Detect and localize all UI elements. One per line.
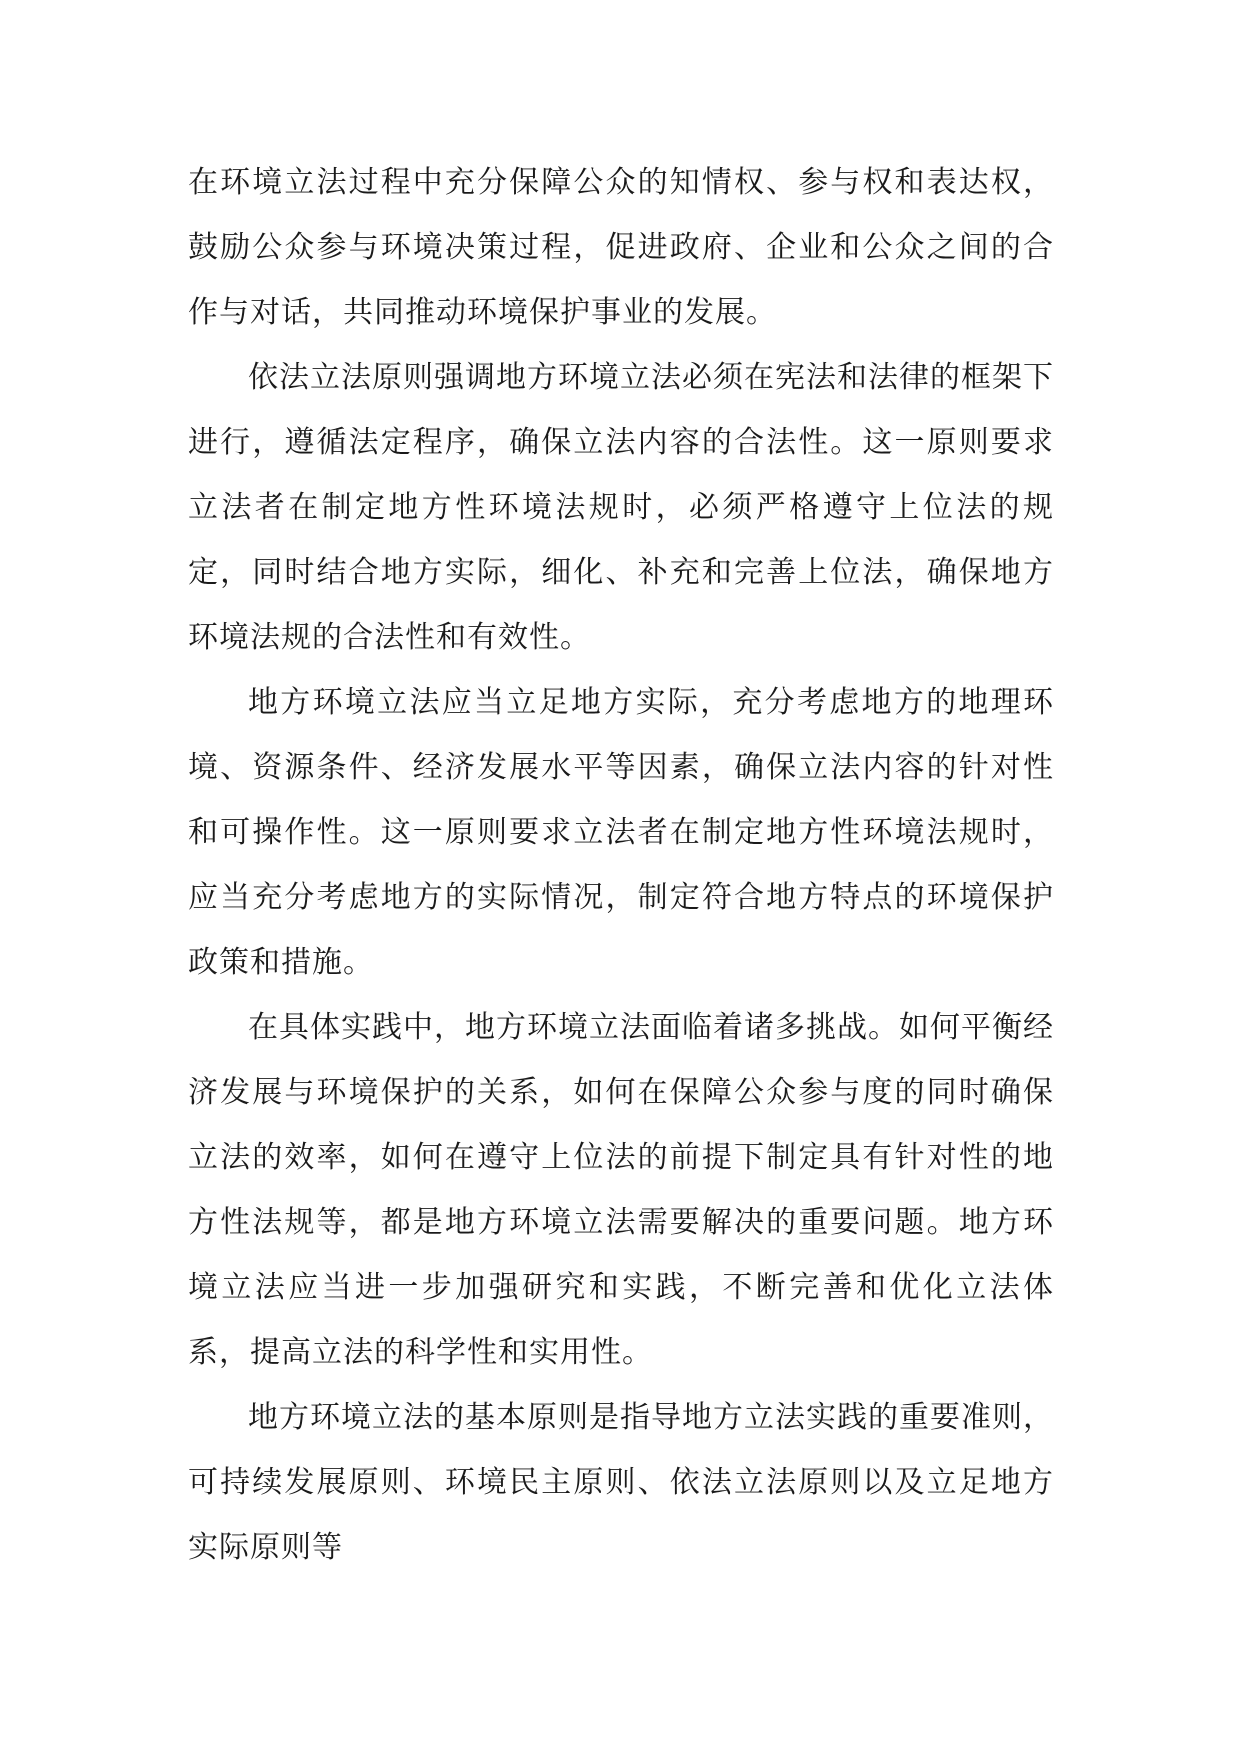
paragraph-challenges: 在具体实践中，地方环境立法面临着诸多挑战。如何平衡经济发展与环境保护的关系，如何在保障公众参与度的同时确保立法的效率，如何在遵守上位法的前提下制定具有针对性的地方性法规等，都是地方环境立法需要解决的重要问题。地方环境立法应当进一步加强研究和实践，不断完善和优化立法体系，提高立法的科学性和实用性。 xyxy=(188,1010,1054,1370)
paragraph-basic-principles: 地方环境立法的基本原则是指导地方立法实践的重要准则，可持续发展原则、环境民主原则、依法立法原则以及立足地方实际原则等 xyxy=(188,1400,1054,1565)
paragraph-lawful-legislation: 依法立法原则强调地方环境立法必须在宪法和法律的框架下进行，遵循法定程序，确保立法内容的合法性。这一原则要求立法者在制定地方性环境法规时，必须严格遵守上位法的规定，同时结合地方实际，细化、补充和完善上位法，确保地方环境法规的合法性和有效性。 xyxy=(188,360,1054,655)
document-body xyxy=(188,150,1054,1580)
paragraph-continuation: 在环境立法过程中充分保障公众的知情权、参与权和表达权，鼓励公众参与环境决策过程，促进政府、企业和公众之间的合作与对话，共同推动环境保护事业的发展。 xyxy=(188,165,1054,330)
paragraph-local-reality: 地方环境立法应当立足地方实际，充分考虑地方的地理环境、资源条件、经济发展水平等因素，确保立法内容的针对性和可操作性。这一原则要求立法者在制定地方性环境法规时，应当充分考虑地方的实际情况，制定符合地方特点的环境保护政策和措施。 xyxy=(188,685,1054,980)
